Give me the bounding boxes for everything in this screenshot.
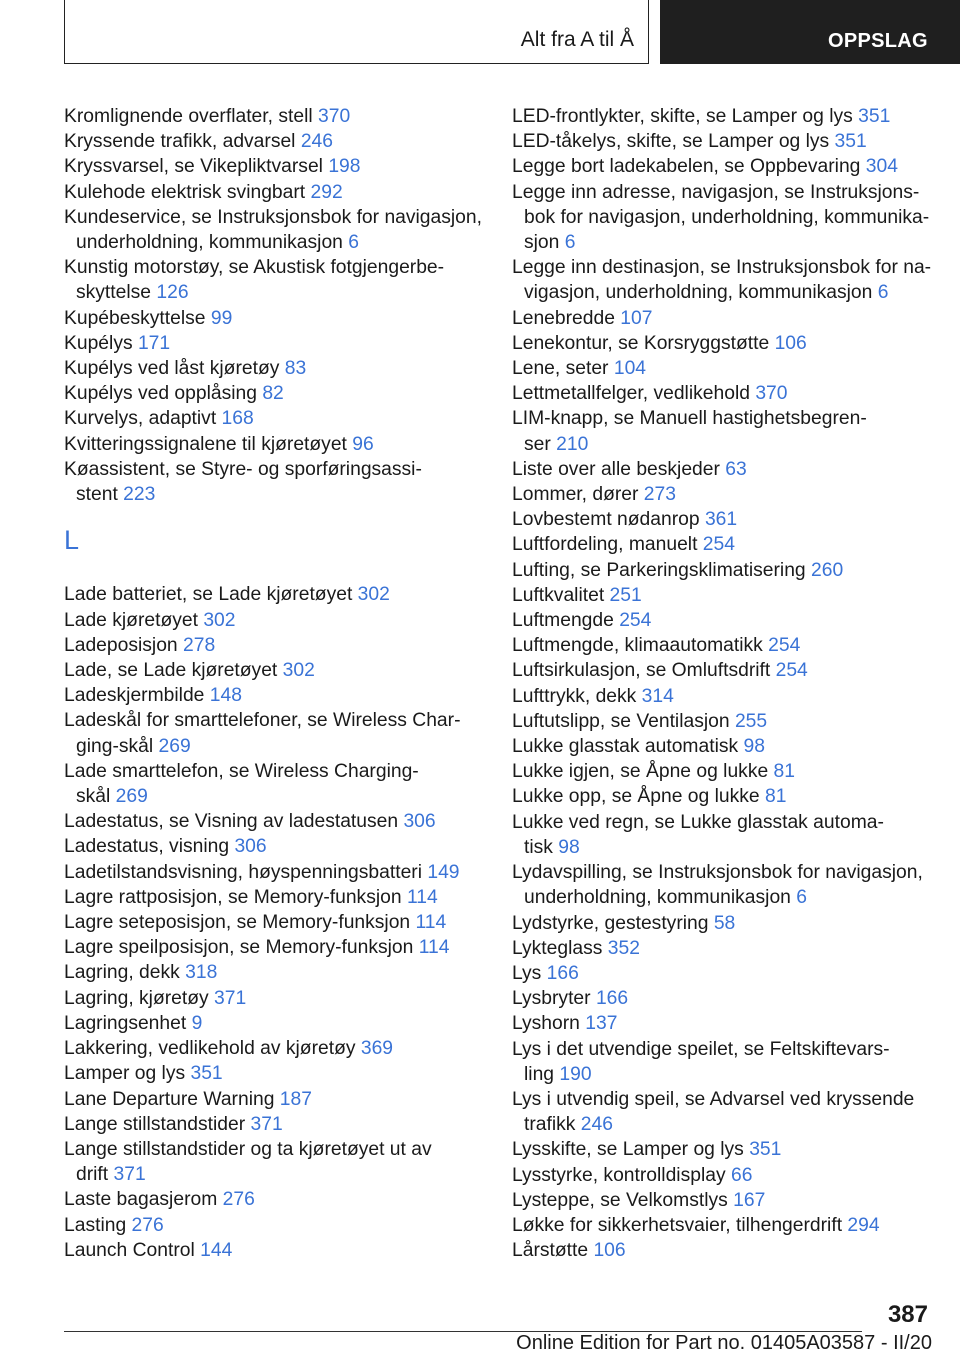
index-entry-term: Lagre seteposisjon, se Memory-funksjon bbox=[64, 912, 416, 934]
page-reference-link[interactable]: 254 bbox=[702, 534, 735, 556]
index-group-k bbox=[64, 104, 484, 507]
index-entry-term: vigasjon, underholdning, kommunikasjon bbox=[524, 282, 878, 304]
index-entry-term: Lydstyrke, gestestyring bbox=[512, 912, 714, 934]
index-entry-term: Luftmengde bbox=[512, 610, 620, 632]
index-entry bbox=[64, 1112, 484, 1137]
page-reference-link[interactable]: 98 bbox=[558, 836, 580, 858]
page-reference-link[interactable]: 66 bbox=[730, 1164, 753, 1186]
page-reference-link[interactable]: 82 bbox=[262, 383, 284, 405]
page-reference-link[interactable]: 314 bbox=[641, 685, 674, 707]
page-reference-link[interactable]: 114 bbox=[415, 912, 447, 934]
index-entry-term: underholdning, kommunikasjon bbox=[76, 232, 349, 254]
page-reference-link[interactable]: 278 bbox=[183, 634, 216, 656]
page-reference-link[interactable]: 318 bbox=[185, 962, 218, 984]
index-entry bbox=[512, 129, 932, 154]
index-entry-term: Lange stillstandstider bbox=[64, 1113, 251, 1135]
index-entry-term: Kulehode elektrisk svingbart bbox=[64, 181, 311, 203]
page-reference-link[interactable]: 260 bbox=[811, 559, 844, 581]
index-entry-term: Lade, se Lade kjøretøyet bbox=[64, 660, 283, 682]
index-entry-term: Kvitteringssignalene til kjøretøyet bbox=[64, 433, 353, 455]
header-frame bbox=[64, 0, 649, 64]
index-entry bbox=[512, 180, 932, 256]
index-entry bbox=[512, 633, 932, 658]
index-entry bbox=[64, 834, 484, 859]
index-entry-term: Lykteglass bbox=[512, 937, 608, 959]
index-entry-term: Lovbestemt nødanrop bbox=[512, 509, 705, 531]
index-entry-term: Lagringsenhet bbox=[64, 1012, 192, 1034]
index-entry-term: Legge inn adresse, navigasjon, se Instruksjons- bbox=[512, 181, 920, 203]
index-entry bbox=[512, 608, 932, 633]
page-reference-link[interactable]: 81 bbox=[764, 786, 787, 808]
index-column-right bbox=[512, 104, 932, 1263]
page-reference-link[interactable]: 273 bbox=[643, 484, 676, 506]
index-entry-term: sjon bbox=[524, 232, 565, 254]
index-entry-term: Lysbryter bbox=[512, 988, 596, 1010]
index-group-l bbox=[64, 582, 484, 1262]
index-entry bbox=[64, 331, 484, 356]
index-entry-term: Ladetilstandsvisning, høyspenningsbatteri bbox=[64, 861, 428, 883]
index-entry bbox=[64, 306, 484, 331]
index-entry-term: Lane Departure Warning bbox=[64, 1088, 280, 1110]
page-reference-link[interactable]: 168 bbox=[221, 408, 254, 430]
index-entry-term: skyttelse bbox=[76, 282, 157, 304]
page-reference-link[interactable]: 269 bbox=[115, 786, 148, 808]
page-reference-link[interactable]: 351 bbox=[834, 131, 867, 153]
page-reference-link[interactable]: 106 bbox=[774, 332, 807, 354]
index-entry bbox=[512, 784, 932, 809]
index-entry bbox=[64, 1213, 484, 1238]
index-entry-term: Løkke for sikkerhetsvaier, tilhengerdrift bbox=[512, 1214, 848, 1236]
page-reference-link[interactable]: 223 bbox=[123, 484, 156, 506]
index-entry bbox=[64, 910, 484, 935]
index-entry-term: trafikk bbox=[524, 1114, 581, 1136]
index-entry bbox=[64, 708, 484, 758]
index-entry-term: Lukke igjen, se Åpne og lukke bbox=[512, 761, 774, 783]
page-reference-link[interactable]: 369 bbox=[360, 1038, 394, 1060]
index-entry-term: underholdning, kommunikasjon bbox=[524, 887, 797, 909]
index-entry-term: Lufttrykk, dekk bbox=[512, 685, 642, 707]
page-reference-link[interactable]: 6 bbox=[564, 232, 576, 254]
index-entry-term: Lysskifte, se Lamper og lys bbox=[512, 1139, 750, 1161]
index-group-right bbox=[512, 104, 932, 1263]
index-entry bbox=[512, 734, 932, 759]
index-entry bbox=[512, 507, 932, 532]
page-reference-link[interactable]: 148 bbox=[209, 685, 242, 707]
page-reference-link[interactable]: 302 bbox=[203, 609, 236, 631]
page-reference-link[interactable]: 302 bbox=[357, 584, 390, 606]
page-reference-link[interactable]: 58 bbox=[713, 912, 736, 934]
page-reference-link[interactable]: 254 bbox=[619, 610, 652, 632]
index-entry bbox=[64, 633, 484, 658]
page-reference-link[interactable]: 187 bbox=[279, 1088, 312, 1110]
index-entry-term: Lenekontur, se Korsryggstøtte bbox=[512, 332, 775, 354]
index-entry-term: tisk bbox=[524, 836, 559, 858]
page-reference-link[interactable]: 104 bbox=[613, 358, 647, 380]
index-entry-term: Lys i utvendig speil, se Advarsel ved kryssende bbox=[512, 1088, 915, 1110]
index-entry bbox=[512, 406, 932, 456]
index-entry-term: Lys i det utvendige speilet, se Feltskiftevars- bbox=[512, 1038, 890, 1060]
index-entry bbox=[512, 381, 932, 406]
page-reference-link[interactable]: 190 bbox=[559, 1063, 592, 1085]
index-entry bbox=[64, 432, 484, 457]
page-reference-link[interactable]: 210 bbox=[556, 433, 589, 455]
page-reference-link[interactable]: 99 bbox=[210, 307, 233, 329]
index-entry bbox=[512, 1087, 932, 1137]
page-reference-link[interactable]: 254 bbox=[768, 635, 801, 657]
page-reference-link[interactable]: 304 bbox=[865, 156, 898, 178]
index-entry bbox=[64, 986, 484, 1011]
page-reference-link[interactable]: 351 bbox=[749, 1139, 782, 1161]
page-reference-link[interactable]: 98 bbox=[743, 736, 765, 758]
page-reference-link[interactable]: 306 bbox=[403, 811, 436, 833]
index-entry-term: Lys bbox=[512, 962, 547, 984]
index-entry bbox=[64, 255, 484, 305]
index-entry-term: Lenebredde bbox=[512, 307, 621, 329]
index-entry-term: Luftutslipp, se Ventilasjon bbox=[512, 710, 735, 732]
index-entry bbox=[512, 936, 932, 961]
index-entry-term: drift bbox=[76, 1164, 114, 1186]
index-entry-term: Kunstig motorstøy, se Akustisk fotgjengerbe- bbox=[64, 257, 445, 279]
index-entry-term: Lårstøtte bbox=[512, 1240, 594, 1262]
page-reference-link[interactable]: 276 bbox=[131, 1214, 164, 1236]
index-entry bbox=[512, 331, 932, 356]
index-entry-term: Lufting, se Parkeringsklimatisering bbox=[512, 559, 811, 581]
page-reference-link[interactable]: 144 bbox=[200, 1239, 233, 1261]
index-entry-term: Ladestatus, se Visning av ladestatusen bbox=[64, 811, 404, 833]
index-entry-term: Kupélys bbox=[64, 332, 138, 354]
index-entry-term: ser bbox=[524, 433, 557, 455]
page-reference-link[interactable]: 292 bbox=[310, 181, 343, 203]
index-entry-term: Kurvelys, adaptivt bbox=[64, 408, 222, 430]
index-entry bbox=[64, 885, 484, 910]
page-reference-link[interactable]: 294 bbox=[847, 1214, 880, 1236]
index-entry bbox=[512, 255, 932, 305]
page-reference-link[interactable]: 198 bbox=[328, 156, 361, 178]
page-reference-link[interactable]: 114 bbox=[406, 886, 438, 908]
page-reference-link[interactable]: 167 bbox=[733, 1189, 766, 1211]
index-entry-term: Luftkvalitet bbox=[512, 584, 610, 606]
index-entry-term: stent bbox=[76, 484, 124, 506]
index-entry bbox=[512, 986, 932, 1011]
section-tab-label: OPPSLAG bbox=[828, 30, 928, 52]
index-entry-term: Kromlignende overflater, stell bbox=[64, 106, 318, 127]
index-entry-term: Lysstyrke, kontrolldisplay bbox=[512, 1164, 731, 1186]
index-entry bbox=[512, 532, 932, 557]
page-number: 387 bbox=[887, 1301, 928, 1328]
index-entry-term: Laste bagasjerom bbox=[64, 1189, 223, 1211]
index-entry bbox=[64, 104, 484, 129]
page-reference-link[interactable]: 166 bbox=[595, 988, 629, 1010]
index-entry-term: Kryssende trafikk, advarsel bbox=[64, 131, 301, 153]
header-title: Alt fra A til Å bbox=[520, 28, 634, 51]
page-reference-link[interactable]: 106 bbox=[593, 1240, 626, 1262]
index-entry-term: LED-frontlykter, skifte, se Lamper og lys bbox=[512, 106, 859, 127]
index-entry-term: Kryssvarsel, se Vikepliktvarsel bbox=[64, 156, 329, 178]
index-entry bbox=[512, 457, 932, 482]
index-entry bbox=[512, 356, 932, 381]
index-entry bbox=[512, 911, 932, 936]
index-entry-term: Lene, seter bbox=[512, 358, 614, 380]
index-entry bbox=[512, 306, 932, 331]
index-entry-term: Lagre rattposisjon, se Memory-funksjon bbox=[64, 886, 407, 908]
index-entry bbox=[512, 1238, 932, 1263]
page-reference-link[interactable]: 6 bbox=[348, 232, 359, 254]
page-reference-link[interactable]: 6 bbox=[796, 887, 807, 909]
index-entry-term: Luftsirkulasjon, se Omluftsdrift bbox=[512, 660, 776, 682]
page-reference-link[interactable]: 351 bbox=[858, 106, 891, 127]
index-entry-term: Luftfordeling, manuelt bbox=[512, 534, 703, 556]
page-reference-link[interactable]: 6 bbox=[877, 282, 889, 304]
index-entry bbox=[512, 154, 932, 179]
index-entry-term: Lukke ved regn, se Lukke glasstak automa- bbox=[512, 811, 884, 833]
index-entry bbox=[512, 1163, 932, 1188]
index-entry bbox=[64, 406, 484, 431]
index-entry-term: Lade batteriet, se Lade kjøretøyet bbox=[64, 584, 358, 606]
page-reference-link[interactable]: 370 bbox=[755, 383, 788, 405]
index-entry-term: Lagring, kjøretøy bbox=[64, 987, 215, 1009]
index-entry bbox=[512, 1037, 932, 1087]
index-entry bbox=[64, 935, 484, 960]
index-entry-term: Lukke glasstak automatisk bbox=[512, 736, 744, 758]
index-entry bbox=[64, 860, 484, 885]
index-entry-term: Lommer, dører bbox=[512, 484, 644, 506]
index-entry bbox=[512, 684, 932, 709]
index-entry bbox=[64, 658, 484, 683]
index-entry-term: bok for navigasjon, underholdning, kommunika- bbox=[524, 206, 930, 228]
index-entry-term: Lakkering, vedlikehold av kjøretøy bbox=[64, 1038, 361, 1060]
index-entry bbox=[64, 1036, 484, 1061]
index-entry bbox=[64, 381, 484, 406]
page-reference-link[interactable]: 302 bbox=[282, 660, 315, 682]
index-entry-term: Lagre speilposisjon, se Memory-funksjon bbox=[64, 937, 419, 959]
index-entry bbox=[512, 1137, 932, 1162]
index-entry bbox=[512, 860, 932, 910]
index-entry bbox=[64, 129, 484, 154]
index-entry bbox=[64, 1087, 484, 1112]
index-entry-term: Lamper og lys bbox=[64, 1063, 191, 1085]
index-entry-term: Lasting bbox=[64, 1214, 132, 1236]
index-entry-term: Ladeposisjon bbox=[64, 634, 183, 656]
page-reference-link[interactable]: 114 bbox=[418, 937, 450, 959]
index-entry bbox=[64, 960, 484, 985]
page-reference-link[interactable]: 107 bbox=[620, 307, 653, 329]
page-reference-link[interactable]: 306 bbox=[234, 836, 267, 858]
page-reference-link[interactable]: 352 bbox=[607, 937, 640, 959]
index-entry bbox=[512, 583, 932, 608]
index-entry bbox=[64, 683, 484, 708]
index-entry-term: Lade smarttelefon, se Wireless Charging- bbox=[64, 760, 419, 782]
index-entry bbox=[64, 457, 484, 507]
index-entry bbox=[512, 1011, 932, 1036]
index-entry bbox=[512, 558, 932, 583]
page-reference-link[interactable]: 371 bbox=[250, 1113, 283, 1135]
index-entry-term: Legge inn destinasjon, se Instruksjonsbok for na- bbox=[512, 257, 932, 279]
index-entry-term: Ladeskjermbilde bbox=[64, 685, 210, 707]
page-reference-link[interactable]: 371 bbox=[113, 1164, 146, 1186]
page-reference-link[interactable]: 361 bbox=[704, 509, 738, 531]
index-entry bbox=[64, 809, 484, 834]
index-entry-term: Legge bort ladekabelen, se Oppbevaring bbox=[512, 156, 866, 178]
index-entry-term: Lagring, dekk bbox=[64, 962, 186, 984]
index-entry bbox=[512, 1188, 932, 1213]
index-entry bbox=[64, 608, 484, 633]
index-entry bbox=[64, 759, 484, 809]
section-tab bbox=[660, 0, 960, 64]
index-column-left bbox=[64, 104, 484, 1263]
index-entry-term: Kupélys ved låst kjøretøy bbox=[64, 358, 285, 380]
index-entry-term: Kundeservice, se Instruksjonsbok for navigasjon, bbox=[64, 206, 482, 228]
index-entry-term: ging-skål bbox=[76, 735, 159, 757]
index-entry bbox=[512, 104, 932, 129]
page-reference-link[interactable]: 246 bbox=[300, 131, 333, 153]
index-entry bbox=[64, 1011, 484, 1036]
index-entry-term: Luftmengde, klimaautomatikk bbox=[512, 635, 769, 657]
page-reference-link[interactable]: 63 bbox=[725, 458, 747, 480]
index-entry bbox=[512, 961, 932, 986]
index-entry bbox=[64, 1187, 484, 1212]
index-entry-term: Lettmetallfelger, vedlikehold bbox=[512, 383, 756, 405]
index-entry-term: Lange stillstandstider og ta kjøretøyet ut av bbox=[64, 1138, 432, 1160]
page-reference-link[interactable]: 83 bbox=[284, 358, 307, 380]
index-entry-term: Ladestatus, visning bbox=[64, 836, 235, 858]
index-entry-term: Lydavspilling, se Instruksjonsbok for navigasjon, bbox=[512, 862, 923, 884]
index-entry-term: Lukke opp, se Åpne og lukke bbox=[512, 786, 765, 808]
index-entry bbox=[512, 1213, 932, 1238]
page-reference-link[interactable]: 9 bbox=[191, 1012, 203, 1034]
index-entry-term: ling bbox=[524, 1063, 560, 1085]
page-reference-link[interactable]: 166 bbox=[546, 962, 579, 984]
index-entry bbox=[64, 180, 484, 205]
index-entry-term: Ladeskål for smarttelefoner, se Wireless Char- bbox=[64, 710, 461, 732]
section-letter: L bbox=[64, 525, 80, 556]
page-reference-link[interactable]: 149 bbox=[427, 861, 460, 883]
index-entry-term: Køassistent, se Styre- og sporføringsassi- bbox=[64, 458, 422, 480]
page-reference-link[interactable]: 96 bbox=[352, 433, 374, 455]
index-entry-term: skål bbox=[76, 786, 116, 808]
index-entry bbox=[512, 709, 932, 734]
page-reference-link[interactable]: 371 bbox=[214, 987, 247, 1009]
index-entry-term: Kupélys ved opplåsing bbox=[64, 383, 263, 405]
index-entry-term: LED-tåkelys, skifte, se Lamper og lys bbox=[512, 131, 835, 153]
index-entry-term: Launch Control bbox=[64, 1239, 201, 1261]
page-reference-link[interactable]: 246 bbox=[580, 1114, 613, 1136]
page-reference-link[interactable]: 351 bbox=[190, 1063, 223, 1085]
index-entry bbox=[64, 356, 484, 381]
index-entry bbox=[64, 582, 484, 607]
index-entry bbox=[512, 658, 932, 683]
index-entry-term: Liste over alle beskjeder bbox=[512, 458, 726, 480]
index-entry bbox=[512, 482, 932, 507]
index-entry bbox=[64, 1137, 484, 1187]
page-reference-link[interactable]: 171 bbox=[137, 332, 171, 354]
page-reference-link[interactable]: 126 bbox=[156, 282, 189, 304]
index-entry bbox=[64, 1238, 484, 1263]
index-entry-term: Lysteppe, se Velkomstlys bbox=[512, 1189, 734, 1211]
index-entry bbox=[512, 759, 932, 784]
page-reference-link[interactable]: 276 bbox=[222, 1189, 255, 1211]
index-entry-term: LIM-knapp, se Manuell hastighetsbegren- bbox=[512, 408, 867, 430]
page-reference-link[interactable]: 137 bbox=[585, 1013, 618, 1035]
index-entry bbox=[512, 810, 932, 860]
index-entry bbox=[64, 205, 484, 255]
footer-edition: Online Edition for Part no. 01405A03587 - II/20 bbox=[516, 1332, 932, 1354]
page-reference-link[interactable]: 251 bbox=[609, 584, 642, 606]
index-entry-term: Lyshorn bbox=[512, 1013, 586, 1035]
page-reference-link[interactable]: 254 bbox=[775, 660, 808, 682]
page-reference-link[interactable]: 370 bbox=[318, 106, 351, 127]
index-entry bbox=[64, 154, 484, 179]
index-entry-term: Kupébeskyttelse bbox=[64, 307, 211, 329]
page-reference-link[interactable]: 81 bbox=[773, 761, 795, 783]
index-entry bbox=[64, 1061, 484, 1086]
index-entry-term: Lade kjøretøyet bbox=[64, 609, 204, 631]
page-reference-link[interactable]: 255 bbox=[734, 710, 768, 732]
page-reference-link[interactable]: 269 bbox=[158, 735, 191, 757]
